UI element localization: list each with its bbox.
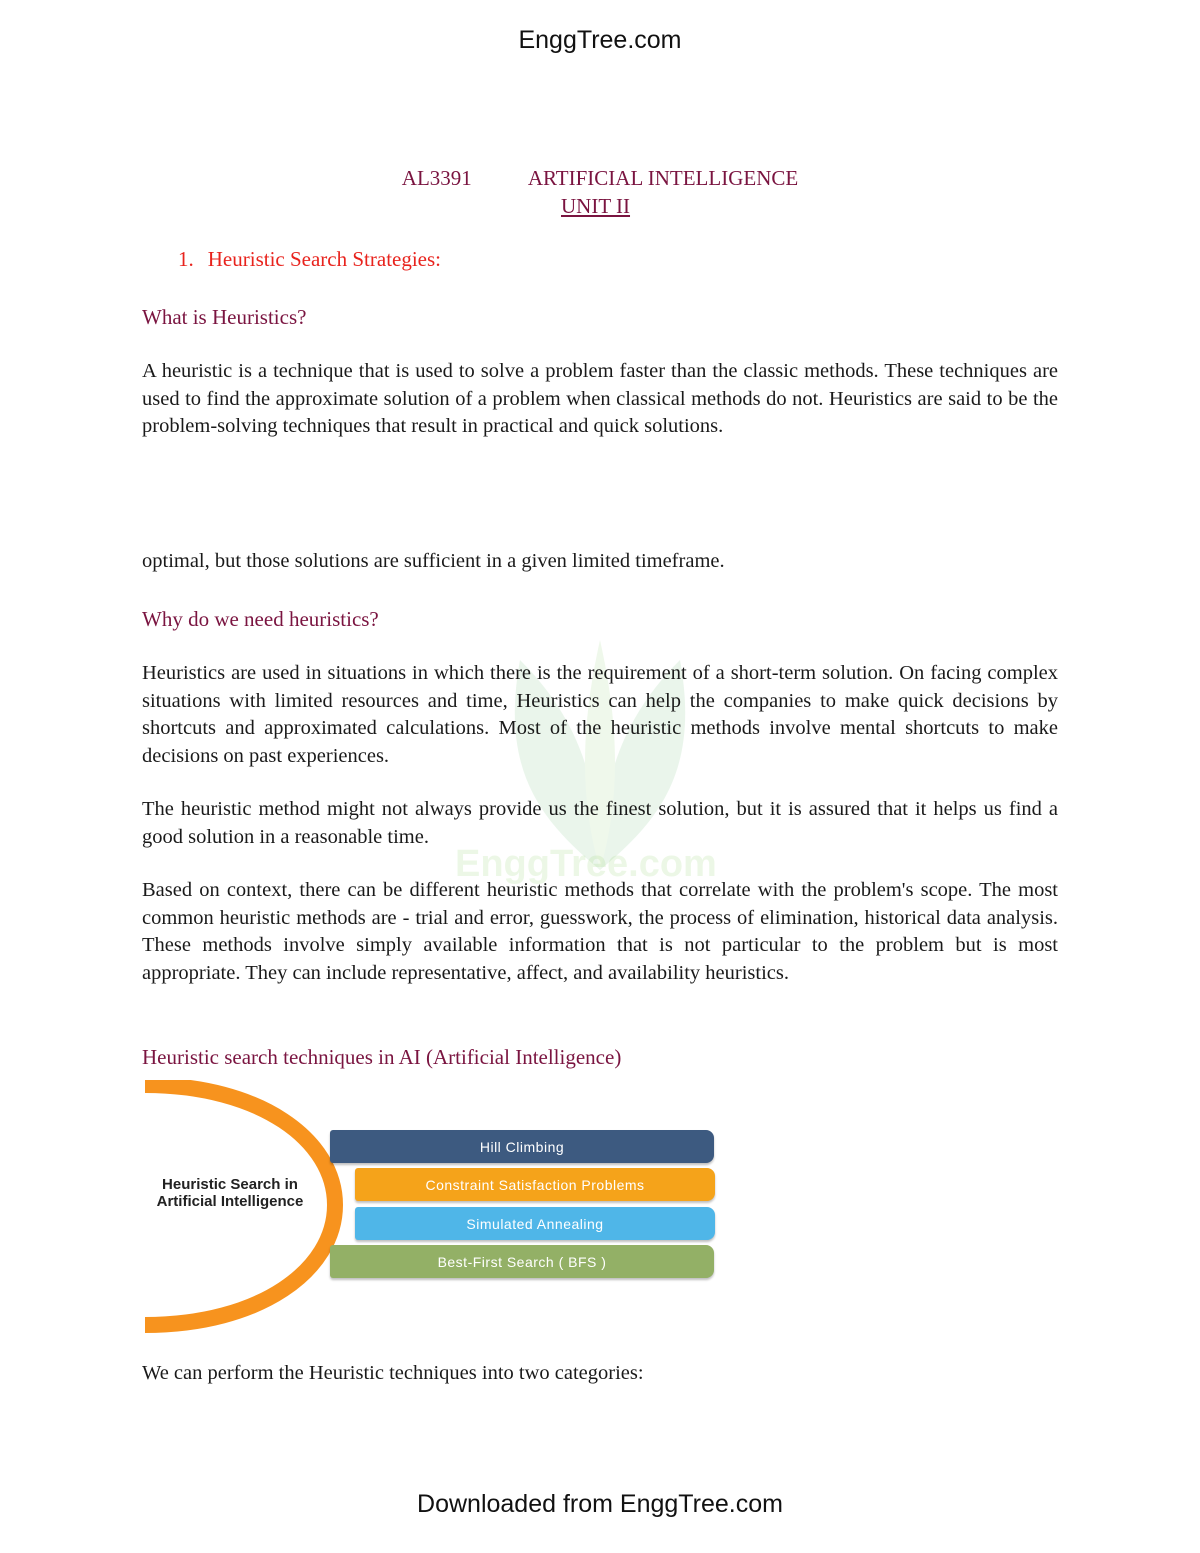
paragraph-need: Heuristics are used in situations in which there is the requirement of a short-term solution. On facing complex situations with limited resources and time, Heuristics can help the companies to make quick decisions by shortcuts and approximated calculations. Most of the heuristic methods involve mental shortcuts to make decisions on past experiences.	[142, 662, 1058, 767]
diagram-item-constraint-satisfaction: Constraint Satisfaction Problems	[355, 1168, 715, 1201]
paragraph-finest-solution: The heuristic method might not always provide us the finest solution, but it is assured that it helps us find a good solution in a reasonable time.	[142, 798, 1058, 848]
watermark-text: EnggTree.com	[455, 843, 717, 885]
doc-title	[0, 166, 1200, 191]
site-header: EnggTree.com	[518, 26, 682, 54]
paragraph-optimal: optimal, but those solutions are sufficient in a given limited timeframe.	[142, 550, 725, 572]
diagram-item-hill-climbing: Hill Climbing	[330, 1130, 714, 1163]
section-number: 1.	[178, 247, 194, 271]
subheading-why-heuristics: Why do we need heuristics?	[142, 607, 379, 631]
unit-heading: UNIT II	[561, 194, 631, 218]
paragraph-definition: A heuristic is a technique that is used to solve a problem faster than the classic methods. These techniques are used to find the approximate solution of a problem when classical methods do not. Heuristics are said to be the problem-solving techniques that result in practical and quick solutions.	[142, 360, 1058, 437]
paragraph-categories: We can perform the Heuristic techniques into two categories:	[142, 1362, 644, 1384]
course-code: AL3391	[401, 166, 472, 190]
paragraph-methods: Based on context, there can be different heuristic methods that correlate with the problem's scope. The most common heuristic methods are - trial and error, guesswork, the process of elimination, historical data analysis. These methods involve simply available information that is not particular to the problem but is most appropriate. They can include representative, affect, and availability heuristics.	[142, 879, 1058, 984]
section-title: Heuristic Search Strategies:	[207, 247, 442, 271]
subheading-what-is-heuristics: What is Heuristics?	[142, 305, 307, 329]
heuristic-search-diagram	[140, 1080, 720, 1335]
subheading-search-techniques: Heuristic search techniques in AI (Artificial Intelligence)	[142, 1045, 622, 1069]
section-heading	[178, 247, 441, 272]
course-name: ARTIFICIAL INTELLIGENCE	[527, 166, 799, 190]
diagram-center-label: Heuristic Search in Artificial Intelligence	[156, 1176, 304, 1210]
diagram-item-best-first-search: Best-First Search ( BFS )	[330, 1245, 714, 1278]
site-footer: Downloaded from EnggTree.com	[417, 1490, 783, 1518]
diagram-item-simulated-annealing: Simulated Annealing	[355, 1207, 715, 1240]
